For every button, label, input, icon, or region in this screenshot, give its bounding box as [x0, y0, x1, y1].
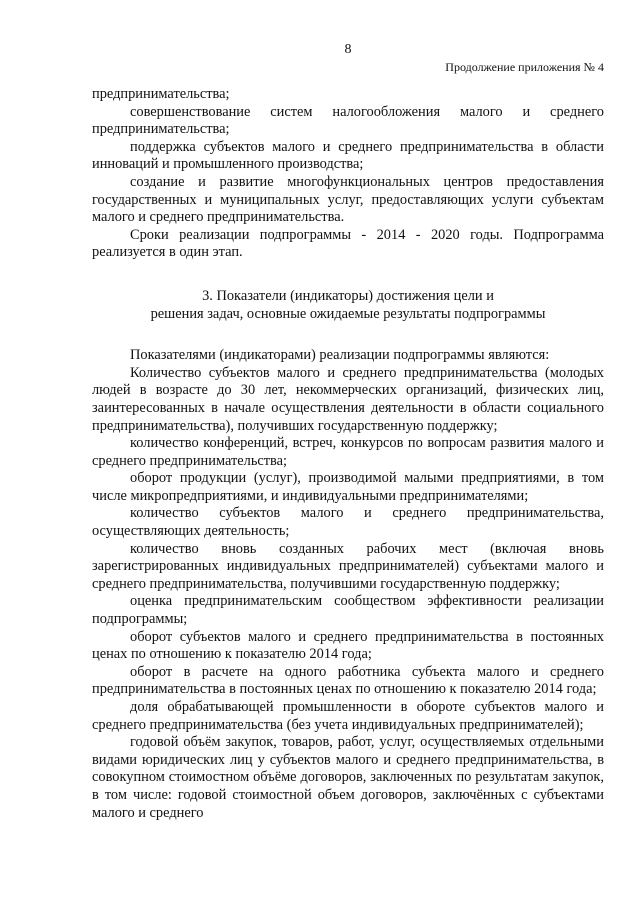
paragraph-16: годовой объём закупок, товаров, работ, услуг, осуществляемых отдельными видами юридических лиц у субъектов малого и среднего предпринимательства, в совокупном стоимостном объёме договоров, заключенных по результатам закупок, в том числе: годовой стоимостной объем договоров, заключённых с субъектами малого и среднего: [92, 734, 604, 821]
section-heading-line-2: решения задач, основные ожидаемые результаты подпрограммы: [150, 305, 546, 322]
paragraph-7: Количество субъектов малого и среднего предпринимательства (молодых людей в возрасте до 30 лет, некоммерческих организаций, физических лиц, заинтересованных в начале осуществления деятельности в области социального предпринимательства), получивших государственную поддержку;: [92, 364, 604, 434]
paragraph-15: доля обрабатывающей промышленности в обороте субъектов малого и среднего предпринимательства (без учета индивидуальных предпринимателей);: [92, 699, 604, 733]
paragraph-3: поддержка субъектов малого и среднего предпринимательства в области инноваций и промышленного производства;: [92, 138, 604, 173]
document-page: [92, 0, 604, 905]
paragraph-11: количество вновь созданных рабочих мест (включая вновь зарегистрированных индивидуальных предпринимателей) субъектами малого и среднего предпринимательства, получившими государственную поддержку;: [92, 540, 604, 592]
paragraph-4: создание и развитие многофункциональных центров предоставления государственных и муниципальных услуг, предоставляющих услуги субъектам малого и среднего предпринимательства.: [92, 173, 604, 226]
document-body: [92, 86, 604, 822]
section-heading-line-1: 3. Показатели (индикаторы) достижения цели и: [202, 287, 494, 304]
page-number: 8: [344, 42, 352, 57]
paragraph-5: Сроки реализации подпрограммы - 2014 - 2020 годы. Подпрограмма реализуется в один этап.: [92, 226, 604, 261]
section-heading: [92, 288, 604, 323]
paragraph-13: оборот субъектов малого и среднего предпринимательства в постоянных ценах по отношению к показателю 2014 года;: [92, 628, 604, 663]
paragraph-12: оценка предпринимательским сообществом эффективности реализации подпрограммы;: [92, 593, 604, 628]
paragraph-1: предпринимательства;: [92, 86, 230, 102]
paragraph-14: оборот в расчете на одного работника субъекта малого и среднего предпринимательства в постоянных ценах по отношению к показателю 2014 года;: [92, 663, 604, 698]
paragraph-9: оборот продукции (услуг), производимой малыми предприятиями, в том числе микропредприятиями, и индивидуальными предпринимателями;: [92, 470, 604, 504]
paragraph-6: Показателями (индикаторами) реализации подпрограммы являются:: [130, 347, 550, 364]
paragraph-10: количество субъектов малого и среднего предпринимательства, осуществляющих деятельность;: [92, 505, 604, 540]
paragraph-8: количество конференций, встреч, конкурсов по вопросам развития малого и среднего предпринимательства;: [92, 435, 604, 469]
paragraph-2: совершенствование систем налогообложения малого и среднего предпринимательства;: [92, 103, 604, 138]
appendix-note: Продолжение приложения № 4: [445, 60, 604, 74]
